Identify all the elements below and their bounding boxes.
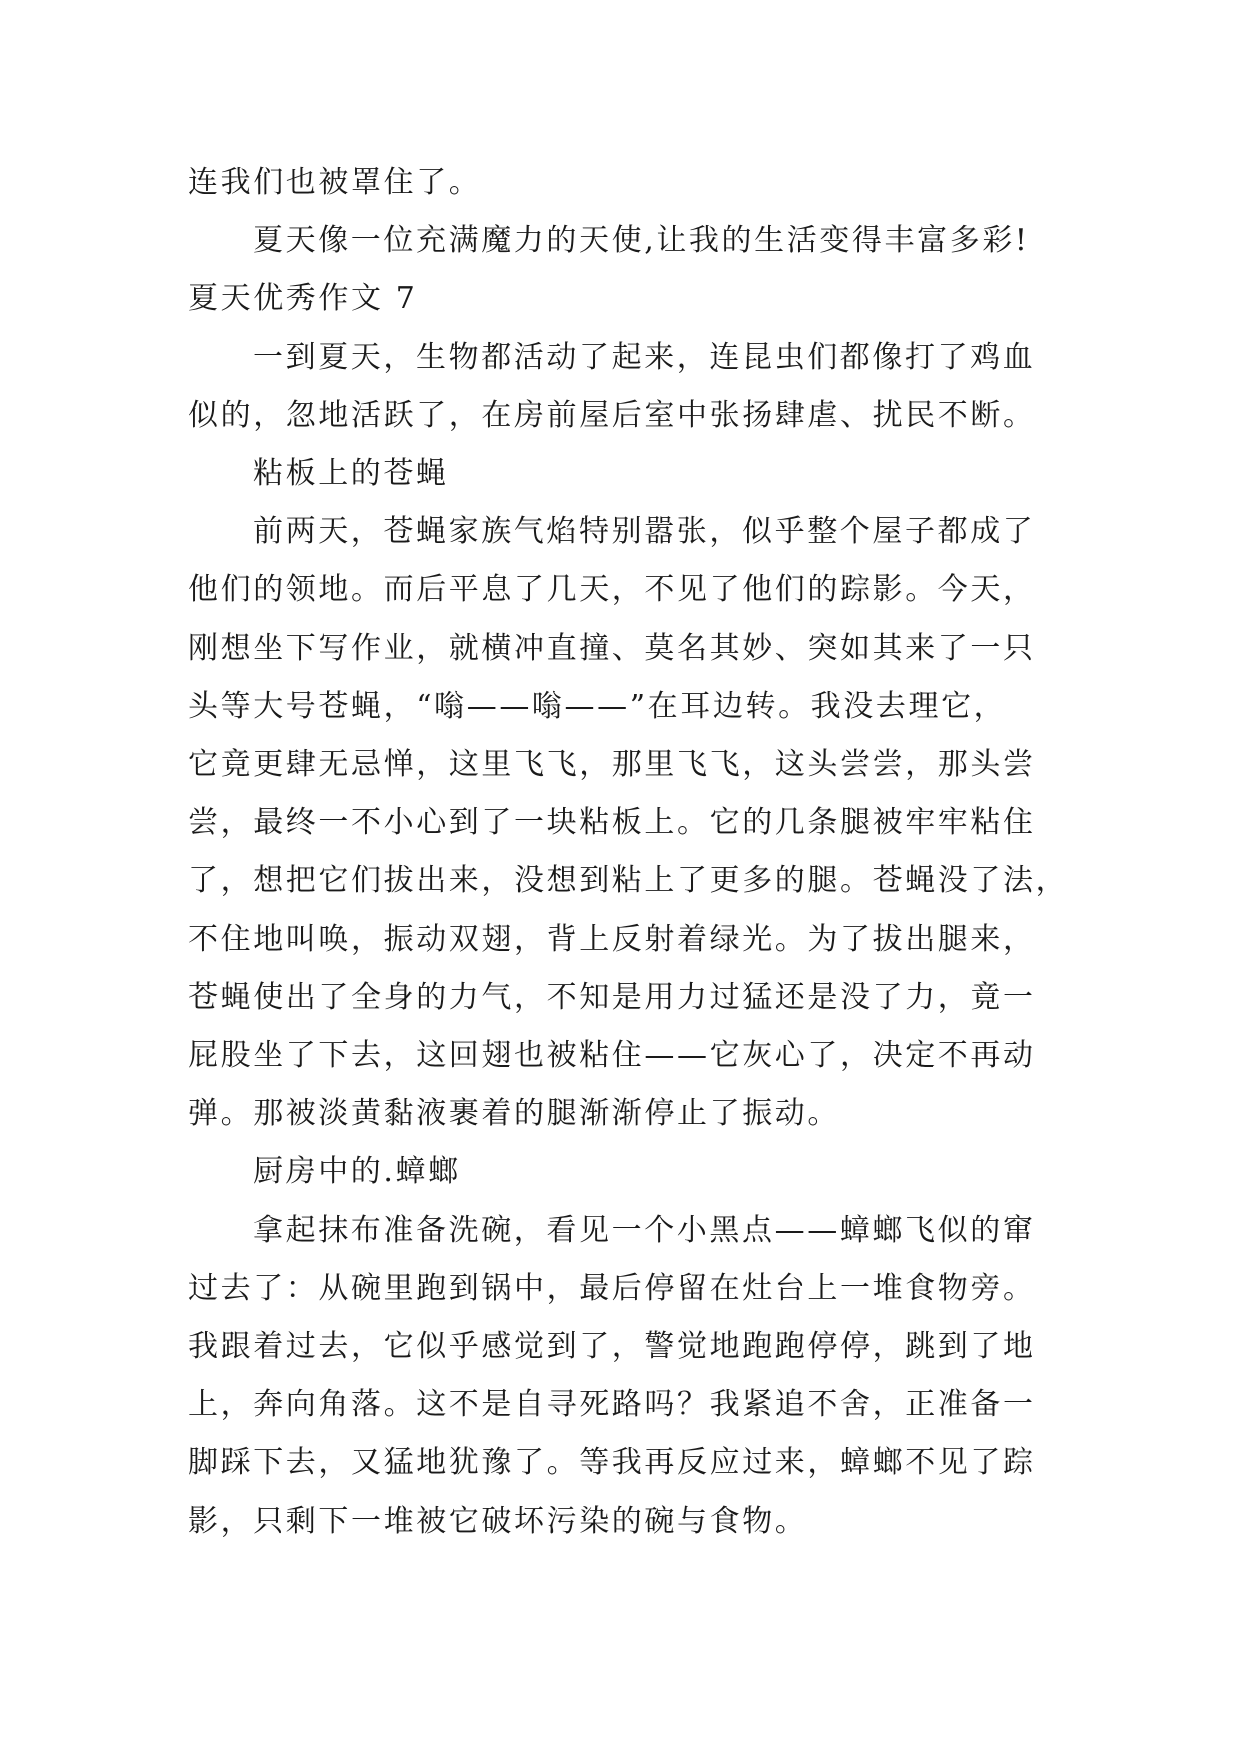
text-line: 不住地叫唤，振动双翅，背上反射着绿光。为了拔出腿来， [188, 921, 1036, 957]
subheading-cockroach [188, 1143, 1058, 1201]
text-line: 影，只剩下一堆被它破坏污染的碗与食物。 [188, 1503, 808, 1539]
text-line: 粘板上的苍蝇 [253, 456, 449, 492]
essay-heading [188, 270, 1058, 328]
text-line: 头等大号苍蝇，“嗡——嗡——”在耳边转。我没去理它， [188, 688, 1007, 724]
text-line: 尝，最终一不小心到了一块粘板上。它的几条腿被牢牢粘住 [188, 805, 1036, 841]
document-body [188, 154, 1069, 1551]
text-line: 夏天优秀作文 7 [188, 281, 418, 317]
subheading-fly [188, 445, 1058, 503]
text-line: 似的，忽地活跃了，在房前屋后室中张扬肆虐、扰民不断。 [188, 397, 1036, 433]
text-line: 了，想把它们拔出来，没想到粘上了更多的腿。苍蝇没了法， [188, 863, 1069, 899]
paragraph-continuation [188, 154, 1058, 212]
text-line: 连我们也被罩住了。 [188, 165, 482, 200]
text-line: 刚想坐下写作业，就横冲直撞、莫名其妙、突如其来了一只 [188, 630, 1036, 666]
text-line: 夏天像一位充满魔力的天使,让我的生活变得丰富多彩! [253, 223, 1030, 259]
text-line: 前两天，苍蝇家族气焰特别嚣张，似乎整个屋子都成了 [253, 514, 1036, 550]
paragraph-cockroach [188, 1202, 1058, 1551]
text-line: 脚踩下去，又猛地犹豫了。等我再反应过来，蟑螂不见了踪 [188, 1445, 1036, 1481]
text-line: 弹。那被淡黄黏液裹着的腿渐渐停止了振动。 [188, 1096, 840, 1132]
text-line: 一到夏天，生物都活动了起来，连昆虫们都像打了鸡血 [253, 339, 1036, 375]
text-line: 它竟更肆无忌惮，这里飞飞，那里飞飞，这头尝尝，那头尝 [188, 747, 1036, 783]
text-line: 过去了：从碗里跑到锅中，最后停留在灶台上一堆食物旁。 [188, 1270, 1036, 1306]
text-line: 屁股坐了下去，这回翅也被粘住——它灰心了，决定不再动 [188, 1038, 1036, 1074]
text-line: 苍蝇使出了全身的力气，不知是用力过猛还是没了力，竟一 [188, 979, 1036, 1015]
text-line: 我跟着过去，它似乎感觉到了，警觉地跑跑停停，跳到了地 [188, 1329, 1036, 1365]
text-line: 厨房中的.蟑螂 [253, 1154, 461, 1190]
paragraph-fly [188, 503, 1069, 1143]
text-line: 拿起抹布准备洗碗，看见一个小黑点——蟑螂飞似的窜 [253, 1212, 1036, 1248]
paragraph-summer-angel [188, 212, 1058, 270]
paragraph-intro [188, 329, 1058, 445]
text-line: 他们的领地。而后平息了几天，不见了他们的踪影。今天， [188, 572, 1036, 608]
text-line: 上，奔向角落。这不是自寻死路吗？我紧追不舍，正准备一 [188, 1387, 1036, 1423]
